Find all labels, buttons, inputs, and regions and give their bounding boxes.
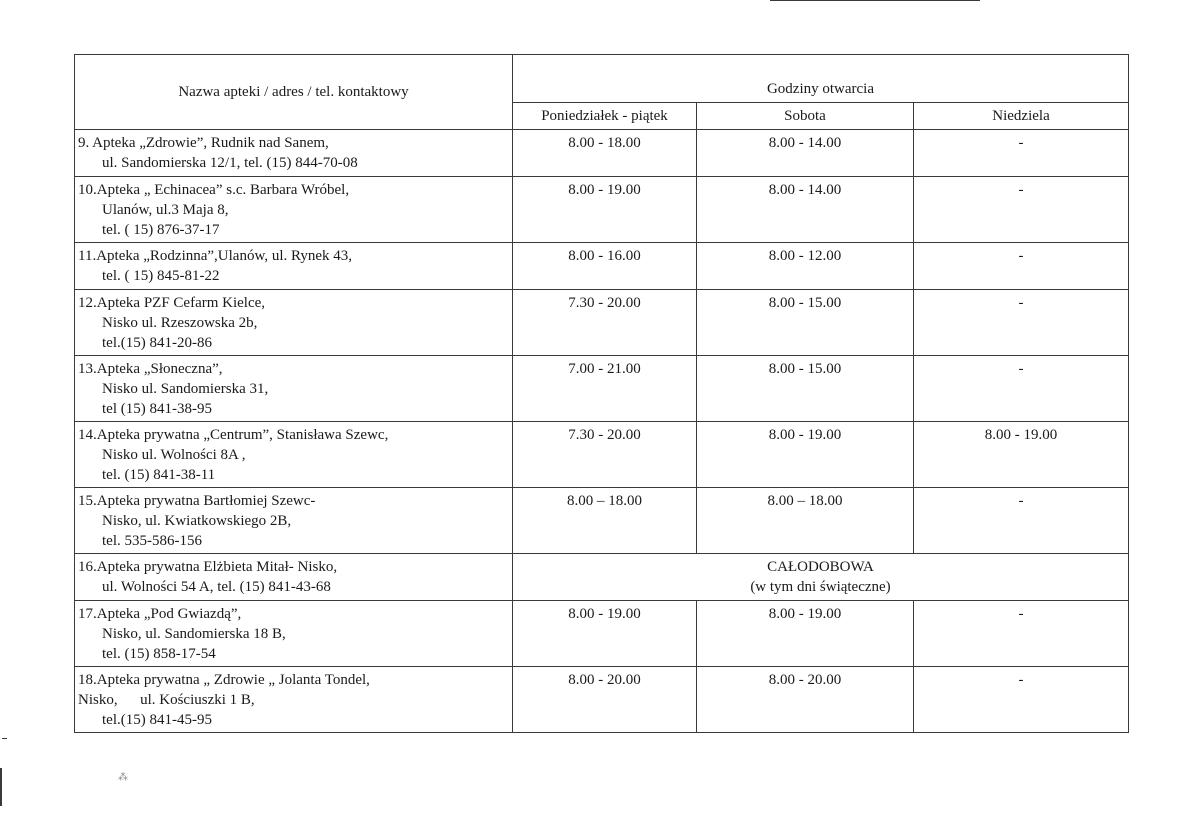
header-opening-hours: Godziny otwarcia [513, 55, 1129, 103]
header-sunday: Niedziela [914, 103, 1129, 130]
pharmacy-info-cell [75, 554, 513, 601]
weekday-hours: 7.30 - 20.00 [513, 422, 697, 488]
pharmacy-info-cell [75, 177, 513, 243]
saturday-hours: 8.00 - 15.00 [697, 290, 914, 356]
table-row [75, 243, 1129, 290]
table-row [75, 130, 1129, 177]
weekday-hours: 8.00 – 18.00 [513, 488, 697, 554]
header-weekdays: Poniedziałek - piątek [513, 103, 697, 130]
scan-edge-mark-top [770, 0, 980, 1]
pharmacy-address-line: Nisko ul. Wolności 8A , [102, 447, 246, 463]
table-row [75, 667, 1129, 733]
pharmacy-address-line: ul. Wolności 54 A, tel. (15) 841-43-68 [102, 579, 331, 595]
pharmacy-info-cell [75, 290, 513, 356]
pharmacy-info-cell [75, 488, 513, 554]
table-row [75, 601, 1129, 667]
pharmacy-info-cell [75, 667, 513, 733]
pharmacy-address-line: Nisko ul. Rzeszowska 2b, [102, 315, 258, 331]
pharmacy-phone-line: tel.(15) 841-20-86 [102, 335, 212, 351]
pharmacy-phone-line: tel. ( 15) 876-37-17 [102, 222, 220, 238]
weekday-hours: 8.00 - 16.00 [513, 243, 697, 290]
pharmacy-name-line: 12.Apteka PZF Cefarm Kielce, [78, 295, 266, 311]
pharmacy-info-cell [75, 243, 513, 290]
weekday-hours: 7.00 - 21.00 [513, 356, 697, 422]
pharmacy-phone-line: tel. ( 15) 845-81-22 [102, 268, 220, 284]
scan-edge-dash-left [2, 738, 7, 739]
pharmacy-address-line: ul. Sandomierska 12/1, tel. (15) 844-70-08 [102, 155, 358, 171]
saturday-hours: 8.00 - 14.00 [697, 130, 914, 177]
header-saturday: Sobota [697, 103, 914, 130]
table-row [75, 290, 1129, 356]
pharmacy-phone-line: tel. (15) 858-17-54 [102, 646, 216, 662]
sunday-hours: - [914, 488, 1129, 554]
saturday-hours: 8.00 - 19.00 [697, 422, 914, 488]
sunday-hours: 8.00 - 19.00 [914, 422, 1129, 488]
pharmacy-name-line: 9. Apteka „Zdrowie”, Rudnik nad Sanem, [78, 135, 329, 151]
saturday-hours: 8.00 - 14.00 [697, 177, 914, 243]
saturday-hours: 8.00 - 19.00 [697, 601, 914, 667]
pharmacy-address-line: Nisko, ul. Kościuszki 1 B, [78, 692, 255, 708]
pharmacy-name-line: 17.Apteka „Pod Gwiazdą”, [78, 606, 242, 622]
saturday-hours: 8.00 - 12.00 [697, 243, 914, 290]
saturday-hours: 8.00 – 18.00 [697, 488, 914, 554]
weekday-hours: 8.00 - 19.00 [513, 177, 697, 243]
weekday-hours: 8.00 - 18.00 [513, 130, 697, 177]
pharmacy-address-line: Ulanów, ul.3 Maja 8, [102, 202, 229, 218]
pharmacy-name-line: 13.Apteka „Słoneczna”, [78, 361, 223, 377]
pharmacy-name-line: 11.Apteka „Rodzinna”,Ulanów, ul. Rynek 43, [78, 248, 353, 264]
scan-edge-mark-left [0, 768, 2, 806]
header-row-top [75, 55, 1129, 103]
pharmacy-name-line: 16.Apteka prywatna Elżbieta Mitał- Nisko, [78, 559, 338, 575]
sunday-hours: - [914, 130, 1129, 177]
table-row [75, 177, 1129, 243]
weekday-hours: 7.30 - 20.00 [513, 290, 697, 356]
pharmacy-info-cell [75, 130, 513, 177]
sunday-hours: - [914, 601, 1129, 667]
pharmacy-address-line: Nisko ul. Sandomierska 31, [102, 381, 269, 397]
pharmacy-name-line: 10.Apteka „ Echinacea” s.c. Barbara Wróbel, [78, 182, 350, 198]
pharmacy-address-line: Nisko, ul. Sandomierska 18 B, [102, 626, 286, 642]
all-day-note: (w tym dni świąteczne) [750, 579, 891, 595]
pharmacy-name-line: 14.Apteka prywatna „Centrum”, Stanisława Szewc, [78, 427, 389, 443]
pharmacy-phone-line: tel (15) 841-38-95 [102, 401, 212, 417]
table-row [75, 422, 1129, 488]
scan-speck: ⁂ [118, 772, 128, 783]
sunday-hours: - [914, 667, 1129, 733]
pharmacy-phone-line: tel. 535-586-156 [102, 533, 202, 549]
pharmacy-name-line: 18.Apteka prywatna „ Zdrowie „ Jolanta Tondel, [78, 672, 370, 688]
table-row [75, 488, 1129, 554]
weekday-hours: 8.00 - 19.00 [513, 601, 697, 667]
pharmacy-info-cell [75, 601, 513, 667]
pharmacy-phone-line: tel. (15) 841-38-11 [102, 467, 216, 483]
pharmacy-info-cell [75, 422, 513, 488]
pharmacy-address-line: Nisko, ul. Kwiatkowskiego 2B, [102, 513, 292, 529]
sunday-hours: - [914, 243, 1129, 290]
all-day-hours-cell [513, 554, 1129, 601]
table-row [75, 554, 1129, 601]
saturday-hours: 8.00 - 15.00 [697, 356, 914, 422]
all-day-label: CAŁODOBOWA [767, 559, 874, 575]
sunday-hours: - [914, 290, 1129, 356]
pharmacy-name-line: 15.Apteka prywatna Bartłomiej Szewc- [78, 493, 316, 509]
sunday-hours: - [914, 177, 1129, 243]
weekday-hours: 8.00 - 20.00 [513, 667, 697, 733]
table-row [75, 356, 1129, 422]
saturday-hours: 8.00 - 20.00 [697, 667, 914, 733]
header-pharmacy-name: Nazwa apteki / adres / tel. kontaktowy [75, 55, 513, 130]
sunday-hours: - [914, 356, 1129, 422]
pharmacy-phone-line: tel.(15) 841-45-95 [102, 712, 212, 728]
pharmacy-hours-table [74, 54, 1129, 733]
pharmacy-info-cell [75, 356, 513, 422]
